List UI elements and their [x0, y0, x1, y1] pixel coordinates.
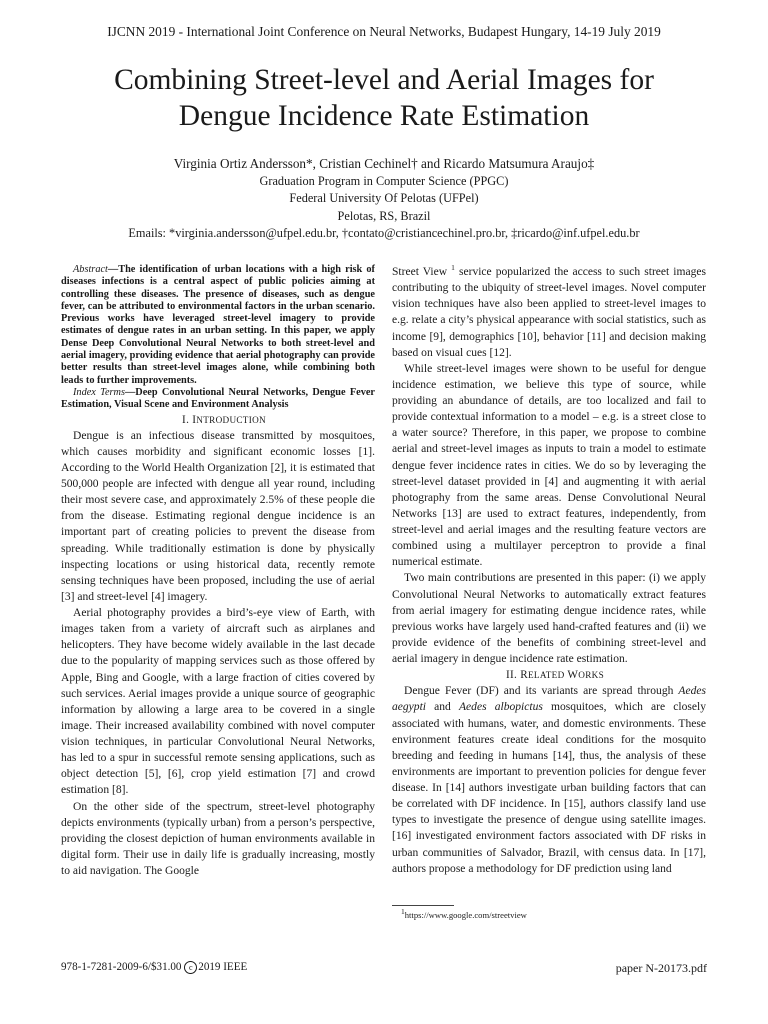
paragraph: While street-level images were shown to be useful for dengue incidence estimation, we believe this type of source, while providing an abundance of details, are too localized and fail to provide contextual information to a model – e.g. is a street close to a water source? Therefore, in this paper, we propose to combine aerial and street-level images as inputs to train a model to estimate dengue fever incidence rates in cities. We do so by leveraging the street-level dataset provided in [4] and augmenting it with aerial photography from the same areas. Dense Convolutional Neural Networks [13] are used to extract features, independently, from street-level and aerial images and the resulting feature vectors are combined using a multilayer perceptron to provide a final numerical estimate. [392, 362, 706, 569]
paragraph: Aerial photography provides a bird’s-eye view of Earth, with images taken from a variety of aircraft such as airplanes and helicopters. They have become widely available in the last decade due to the popularity of mapping services such as those offered by Apple, Bing and Google, with a large fraction of cities covered by such services. Aerial images provide a unique source of geographic information by allowing a large area to be covered in a single image. Their increased availability combined with novel computer vision techniques, in particular Convolutional Neural Networks, has led to a spur in successful remote sensing applications, such as object detection [5], [6], crop yield estimation [7] and crowd estimation [8]. [61, 607, 375, 797]
footnote-marker: 1 [451, 263, 455, 273]
conference-header: IJCNN 2019 - International Joint Conference on Neural Networks, Budapest Hungary, 14-19 July 2019 [107, 24, 661, 39]
index-terms-label: Index Terms [73, 386, 125, 398]
left-column [61, 264, 375, 879]
paragraph: Dengue is an infectious disease transmitted by mosquitoes, which causes morbidity and significant economic losses [1]. According to the World Health Organization [2], it is estimated that 500,000 people are infected with dengue all year round, including their most severe case, and approximately 2.5% of these people die from the disease. Estimating regional dengue incidence is an important part of creating policies to prevent the disease from spreading. While traditionally estimation is done by physically inspecting locations or using historical data, recently remote sensing techniques have been proposed, including the use of aerial [3] and street-level [4] imagery. [61, 429, 375, 603]
paragraph: Street View $^1$ service popularized the access to such street images contributing to the ubiquity of street-level images. Novel computer vision techniques have also been applied to street-level images to e.g. relate a city’s physical appearance with social statistics, such as income [9], demographics [10], behavior [11] and decision making based on visual cues [12]. [392, 263, 707, 359]
footer-paper-id: paper N-20173.pdf [615, 961, 707, 975]
paragraph: On the other side of the spectrum, street-level photography depicts environments (typically urban) from a person’s perspective, providing the closest depiction of human environments available in digital form. Their use in daily life is gradually increasing, mostly to aid navigation. The Google [61, 800, 375, 878]
abstract-text: —The identification of urban locations with a high risk of diseases infections is a central aspect of public policies aiming at controlling these diseases. The presence of diseases, such as dengue fever, can be attributed to environmental factors in the urban scenario. Previous works have leveraged street-level imagery to provide estimates of dengue rates in an urban setting. In this paper, we apply Dense Deep Convolutional Neural Networks to both street-level and aerial imagery, providing evidence that aerial photography can provide better results than street-level images alone, while combining both leads to further improvements. [61, 264, 375, 386]
affiliation-program: Graduation Program in Computer Science (PPGC) [259, 173, 509, 188]
footnote-url[interactable]: https://www.google.com/streetview [404, 910, 527, 920]
affiliation-location: Pelotas, RS, Brazil [337, 208, 431, 223]
copyright-text: 2019 IEEE [198, 961, 248, 974]
copyright-icon: c [184, 961, 197, 974]
author-emails: Emails: *virginia.andersson@ufpel.edu.br, †contato@cristiancechinel.pro.br, ‡ricardo@inf.ufpel.edu.br [128, 226, 640, 240]
isbn: 978-1-7281-2009-6/$31.00 [61, 961, 182, 974]
footer-isbn-copyright [61, 961, 247, 974]
footnote [401, 907, 527, 920]
authors: Virginia Ortiz Andersson*, Cristian Cechinel† and Ricardo Matsumura Araujo‡ [173, 156, 595, 171]
right-column [392, 264, 706, 877]
section-heading-related-works: II. RELATED WORKS [506, 669, 604, 682]
footnote-number: 1 [401, 907, 405, 917]
title-line-2: Dengue Incidence Rate Estimation [178, 100, 590, 132]
author-block [40, 155, 728, 243]
paper-title [40, 62, 728, 134]
footnote-divider [392, 905, 454, 906]
paragraph: Two main contributions are presented in this paper: (i) we apply Convolutional Neural Networks to automatically extract features from aerial imagery for estimating dengue incidence rates, while previous works have largely used hand-crafted features and (ii) we provide evidence of the benefits of combining street-level and aerial imagery in dengue incidence rate estimation. [392, 572, 706, 665]
abstract [61, 264, 375, 387]
index-terms-text: —Deep Convolutional Neural Networks, Dengue Fever Estimation, Visual Scene and Environment Analysis [61, 386, 375, 411]
affiliation-university: Federal University Of Pelotas (UFPel) [289, 191, 479, 205]
section-heading-introduction: I. INTRODUCTION [182, 413, 266, 426]
abstract-label: Abstract [73, 264, 108, 275]
paragraph: Dengue Fever (DF) and its variants are spread through Aedes aegypti and Aedes albopictus mosquitoes, which are closely associated with humans, water, and domestic environments. These environment features create ideal conditions for the mosquito breeding and feeding in humans [14], thus, the analysis of these environments are important to prevention policies for dengue fever disease. In [14] authors investigate urban building factors that can be correlated with DF incidence. In [15], authors classify land use types to investigate the presence of dengue using satellite images. [16] investigated environment factors associated with DF risks in urban communities of Salvador, Brazil, with census data. In [17], authors propose a methodology for DF prediction using land [392, 685, 706, 875]
index-terms [61, 387, 375, 412]
title-line-1: Combining Street-level and Aerial Images for [114, 64, 654, 96]
